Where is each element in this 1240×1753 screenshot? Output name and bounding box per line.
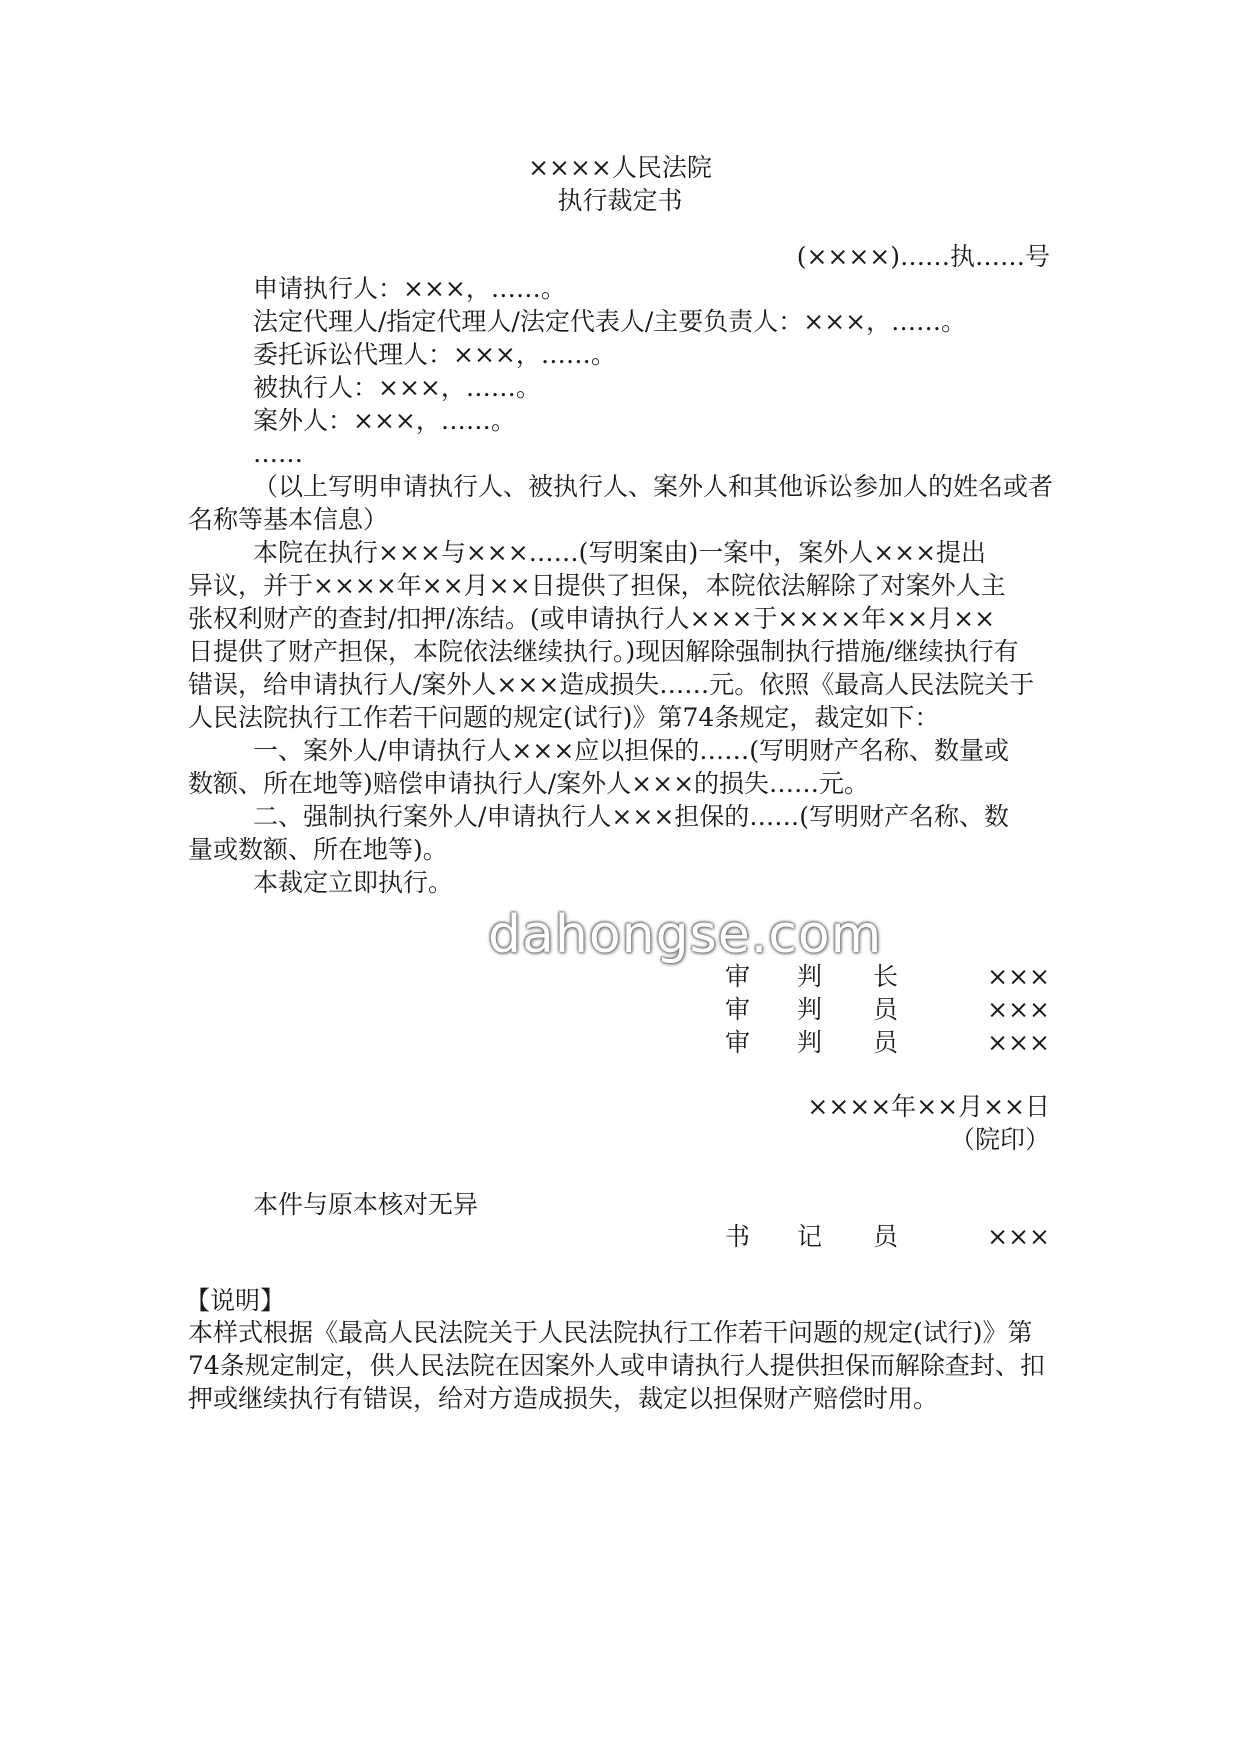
signature-name: ××× bbox=[987, 995, 1050, 1024]
ruling-item-1: 一、案外人/申请执行人×××应以担保的……(写明财产名称、数量或 bbox=[253, 736, 1010, 765]
party-litigation-agent: 委托诉讼代理人：×××，……。 bbox=[253, 340, 616, 369]
court-name: ××××人民法院 bbox=[528, 153, 712, 182]
document-title: 执行裁定书 bbox=[557, 186, 683, 215]
body-line: 错误，给申请执行人/案外人×××造成损失……元。依照《最高人民法院关于 bbox=[188, 670, 1035, 699]
party-legal-representative: 法定代理人/指定代理人/法定代表人/主要负责人：×××，……。 bbox=[253, 307, 967, 336]
notes-line: 押或继续执行有错误，给对方造成损失，裁定以担保财产赔偿时用。 bbox=[188, 1384, 939, 1413]
watermark: dahongse.com bbox=[488, 905, 883, 965]
ruling-item-2: 二、强制执行案外人/申请执行人×××担保的……(写明财产名称、数 bbox=[253, 802, 1010, 831]
party-applicant: 申请执行人：×××，……。 bbox=[253, 274, 566, 303]
body-line: 日提供了财产担保，本院依法继续执行。)现因解除强制执行措施/继续执行有 bbox=[188, 637, 1019, 666]
ruling-item-1-cont: 数额、所在地等)赔偿申请执行人/案外人×××的损失……元。 bbox=[188, 769, 870, 798]
body-line: 张权利财产的查封/扣押/冻结。(或申请执行人×××于××××年××月×× bbox=[188, 604, 996, 633]
signature-clerk: 书 记 员 ××× bbox=[725, 1222, 1050, 1251]
body-line: 异议，并于××××年××月××日提供了担保，本院依法解除了对案外人主 bbox=[188, 571, 1006, 600]
signature-judge: 审 判 员 ××× bbox=[725, 995, 1050, 1024]
signature-name: ××× bbox=[987, 1028, 1050, 1057]
body-line: 本院在执行×××与×××……(写明案由)一案中，案外人×××提出 bbox=[253, 538, 987, 567]
body-line: 名称等基本信息） bbox=[188, 505, 389, 534]
ruling-effective: 本裁定立即执行。 bbox=[253, 868, 454, 897]
ruling-item-2-cont: 量或数额、所在地等)。 bbox=[188, 835, 448, 864]
ruling-date: ××××年××月××日 bbox=[807, 1092, 1050, 1121]
signature-name: ××× bbox=[987, 962, 1050, 991]
signature-presiding-judge: 审 判 长 ××× bbox=[725, 962, 1050, 991]
notes-line: 本样式根据《最高人民法院关于人民法院执行工作若干问题的规定(试行)》第 bbox=[188, 1318, 1033, 1347]
party-outsider: 案外人：×××，……。 bbox=[253, 406, 516, 435]
notes-line: 74条规定制定，供人民法院在因案外人或申请执行人提供担保而解除查封、扣 bbox=[188, 1351, 1045, 1380]
party-ellipsis: …… bbox=[253, 439, 303, 468]
case-number: (××××)……执……号 bbox=[796, 242, 1050, 271]
court-seal: （院印） bbox=[949, 1125, 1050, 1154]
body-line: 人民法院执行工作若干问题的规定(试行)》第74条规定，裁定如下： bbox=[188, 703, 940, 732]
verification-note: 本件与原本核对无异 bbox=[253, 1190, 479, 1219]
signature-judge: 审 判 员 ××× bbox=[725, 1028, 1050, 1057]
notes-heading: 【说明】 bbox=[185, 1286, 286, 1315]
party-respondent: 被执行人：×××，……。 bbox=[253, 373, 541, 402]
body-line: （以上写明申请执行人、被执行人、案外人和其他诉讼参加人的姓名或者 bbox=[253, 472, 1054, 501]
signature-name: ××× bbox=[987, 1222, 1050, 1251]
